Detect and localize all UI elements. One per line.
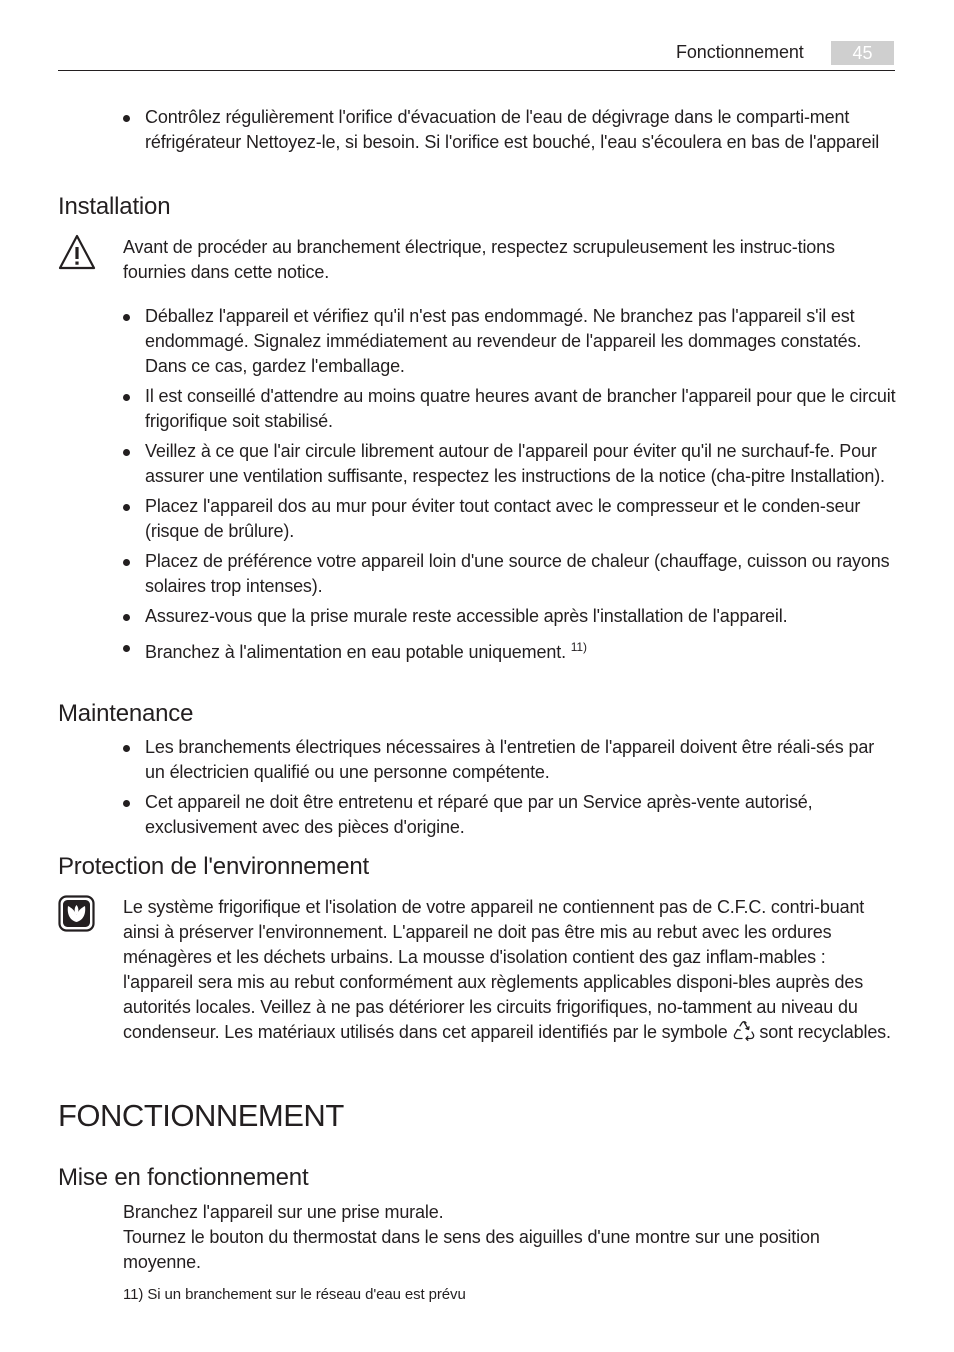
list-item: [0, 635, 954, 665]
list-item: Assurez-vous que la prise murale reste accessible après l'installation de l'appareil.: [0, 604, 954, 629]
recycle-icon: [733, 1020, 755, 1041]
environment-text: [123, 895, 899, 1045]
maintenance-heading: Maintenance: [58, 700, 194, 727]
list-item: Déballez l'appareil et vérifiez qu'il n'est pas endommagé. Ne branchez pas l'appareil s'il est endommagé. Signalez immédiatement au revendeur de l'appareil les dommages constatés. Dans ce cas, gardez l'emballage.: [0, 304, 954, 379]
list-item: Placez de préférence votre appareil loin d'une source de chaleur (chauffage, cuisson ou rayons solaires trop intenses).: [0, 549, 954, 599]
list-item: Contrôlez régulièrement l'orifice d'évacuation de l'eau de dégivrage dans le comparti-ment réfrigérateur Nettoyez-le, si besoin. Si l'orifice est bouché, l'eau s'écoulera en bas de l'appareil: [0, 105, 954, 155]
list-item: Cet appareil ne doit être entretenu et réparé que par un Service après-vente autorisé, exclusivement avec des pièces d'origine.: [0, 790, 954, 840]
list-item-text: Branchez à l'alimentation en eau potable uniquement.: [145, 642, 566, 662]
list-item: Les branchements électriques nécessaires à l'entretien de l'appareil doivent être réali-sés par un électricien qualifié ou une personne compétente.: [0, 735, 954, 785]
page-number: 45: [831, 41, 894, 65]
header-rule: [58, 70, 895, 71]
mise-en-fonctionnement-text: [123, 1200, 899, 1275]
installation-bullet-list: [0, 304, 954, 670]
list-item: Veillez à ce que l'air circule librement autour de l'appareil pour éviter qu'il ne surchauf-fe. Pour assurer une ventilation suffisante, respectez les instructions de la notice (cha-pitre Installation).: [0, 439, 954, 489]
installation-warning-text: Avant de procéder au branchement électrique, respectez scrupuleusement les instruc-tions fournies dans cette notice.: [123, 237, 835, 282]
chapter-heading: FONCTIONNEMENT: [58, 1098, 344, 1133]
instruction-line-2: Tournez le bouton du thermostat dans le sens des aiguilles d'une montre sur une position moyenne.: [123, 1227, 820, 1272]
page-header-title: Fonctionnement: [676, 42, 804, 62]
maintenance-bullet-list: [0, 735, 954, 845]
environment-leaf-icon: [58, 895, 95, 932]
environment-text-start: Le système frigorifique et l'isolation de votre appareil ne contiennent pas de C.F.C. contri-buant ainsi à préserver l'environnement. L'appareil ne doit pas être mis au rebut avec les ordures ménagères et les déchets urbains. La mousse d'isolation contient des gaz inflam-mables : l'appareil sera mis au rebut conformément aux règlements applicables disponi-bles auprès des autorités locales. Veillez à ne pas détériorer les circuits frigorifiques, no-tamment au niveau du condenseur. Les matériaux utilisés dans cet appareil identifiés par le symbole: [123, 897, 865, 1042]
installation-heading: Installation: [58, 193, 171, 220]
warning-triangle-icon: [58, 233, 96, 271]
list-item: Il est conseillé d'attendre au moins quatre heures avant de brancher l'appareil pour que le circuit frigorifique soit stabilisé.: [0, 384, 954, 434]
top-bullet-list: [0, 105, 954, 160]
instruction-line-1: Branchez l'appareil sur une prise murale.: [123, 1202, 444, 1222]
mise-en-fonctionnement-heading: Mise en fonctionnement: [58, 1164, 309, 1191]
footnote: 11) Si un branchement sur le réseau d'eau est prévu: [123, 1286, 466, 1303]
environment-heading: Protection de l'environnement: [58, 853, 369, 880]
environment-text-end: sont recyclables.: [759, 1022, 891, 1042]
list-item: Placez l'appareil dos au mur pour éviter tout contact avec le compresseur et le conden-seur (risque de brûlure).: [0, 494, 954, 544]
footnote-reference: 11): [570, 640, 587, 654]
